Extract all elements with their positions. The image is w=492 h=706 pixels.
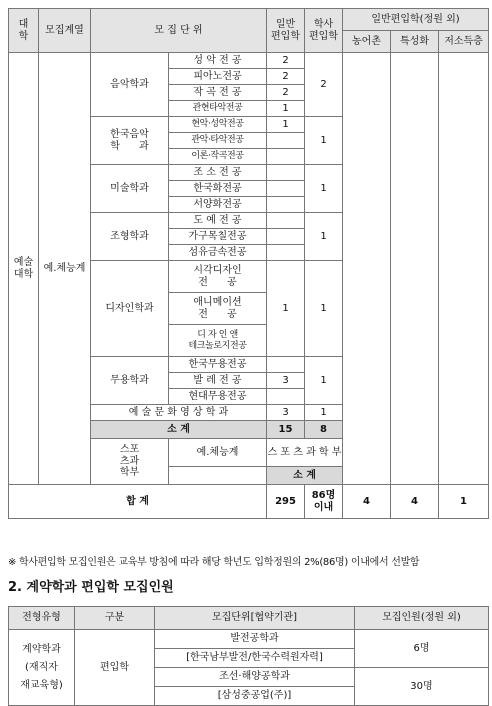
general-count (267, 181, 305, 197)
type-cell: 계약학과 (재직자 재교육형) (9, 630, 75, 706)
header-special: 특성화 (391, 31, 439, 53)
general-count (267, 133, 305, 149)
header-unit: 모 집 단 위 (91, 9, 267, 53)
subtotal-label: 소 계 (267, 467, 343, 485)
major: 디 자 인 앤 테크놀로지전공 (169, 325, 267, 357)
dept-music: 음악학과 (91, 53, 169, 117)
total-lowincome: 1 (439, 485, 489, 519)
general-count (267, 213, 305, 229)
general-count: 1 (267, 101, 305, 117)
section-title: 2. 계약학과 편입학 모집인원 (8, 580, 174, 595)
bachelor-count: 1 (305, 261, 343, 357)
count-cell: 30명 (355, 668, 489, 706)
header-category: 구분 (75, 607, 155, 630)
major: 가구목칠전공 (169, 229, 267, 245)
bachelor-count: 1 (305, 213, 343, 261)
bachelor-count: 1 (305, 117, 343, 165)
major: 관악·타악전공 (169, 133, 267, 149)
contract-dept-table (8, 606, 489, 706)
field-sports: 예.체능계 (169, 439, 267, 467)
major: 이론·작곡전공 (169, 149, 267, 165)
general-count: 3 (267, 373, 305, 389)
general-count: 2 (267, 53, 305, 69)
bachelor-count: 1 (305, 405, 343, 421)
unit-name: 발전공학과 (155, 630, 355, 649)
major: 한국무용전공 (169, 357, 267, 373)
bachelor-count: 1 (305, 165, 343, 213)
header-bachelor: 학사 편입학 (305, 9, 343, 53)
major: 섬유금속전공 (169, 245, 267, 261)
major: 피아노전공 (169, 69, 267, 85)
bachelor-count: 1 (305, 357, 343, 405)
dept-design: 디자인학과 (91, 261, 169, 357)
general-count (267, 149, 305, 165)
college-arts: 예술 대학 (9, 53, 39, 485)
bachelor-count: 2 (305, 53, 343, 117)
major: 발 레 전 공 (169, 373, 267, 389)
subtotal-general: 15 (267, 421, 305, 439)
dept-formative-arts: 조형학과 (91, 213, 169, 261)
general-count: 2 (267, 85, 305, 101)
header-general-group: 일반편입학(정원 외) (343, 9, 489, 31)
dept-dance: 무용학과 (91, 357, 169, 405)
dept-arts-culture: 예 술 문 화 영 상 학 과 (91, 405, 267, 421)
general-count (267, 229, 305, 245)
college-sports: 스포 츠과 학부 (91, 439, 169, 485)
subtotal-label: 소 계 (91, 421, 267, 439)
recruitment-table (8, 8, 489, 519)
unit-name: 조선·해양공학과 (155, 668, 355, 687)
subtotal-bachelor: 8 (305, 421, 343, 439)
header-type: 전형유형 (9, 607, 75, 630)
major: 애니메이션 전 공 (169, 293, 267, 325)
major: 현악·성악전공 (169, 117, 267, 133)
major: 관현타악전공 (169, 101, 267, 117)
general-count (267, 245, 305, 261)
general-count: 1 (267, 261, 305, 357)
general-count (267, 389, 305, 405)
dept-fine-arts: 미술학과 (91, 165, 169, 213)
total-special: 4 (391, 485, 439, 519)
unit-org: [한국남부발전/한국수력원자력] (155, 649, 355, 668)
header-college: 대 학 (9, 9, 39, 53)
footnote: ※ 학사편입학 모집인원은 교육부 방침에 따라 해당 학년도 입학정원의 2%(86명) 이내에서 선발함 (8, 557, 420, 568)
major: 작 곡 전 공 (169, 85, 267, 101)
major: 조 소 전 공 (169, 165, 267, 181)
major: 서양화전공 (169, 197, 267, 213)
field-arts: 예.체능계 (39, 53, 91, 485)
dept-korean-music: 한국음악 학 과 (91, 117, 169, 165)
total-bachelor: 86명 이내 (305, 485, 343, 519)
header-lowincome: 저소득층 (439, 31, 489, 53)
header-field: 모집계열 (39, 9, 91, 53)
count-cell: 6명 (355, 630, 489, 668)
header-general: 일반 편입학 (267, 9, 305, 53)
general-count: 1 (267, 117, 305, 133)
header-unit: 모집단위[협약기관] (155, 607, 355, 630)
total-general: 295 (267, 485, 305, 519)
general-count: 2 (267, 69, 305, 85)
category-cell: 편입학 (75, 630, 155, 706)
total-label: 합 계 (9, 485, 267, 519)
unit-org: [삼성중공업(주)] (155, 687, 355, 706)
major: 현대무용전공 (169, 389, 267, 405)
major: 시각디자인 전 공 (169, 261, 267, 293)
general-count (267, 357, 305, 373)
major: 성 악 전 공 (169, 53, 267, 69)
general-count (267, 165, 305, 181)
major: 도 예 전 공 (169, 213, 267, 229)
dept-sports: 스 포 츠 과 학 부 (267, 439, 343, 467)
general-count (267, 197, 305, 213)
major: 한국화전공 (169, 181, 267, 197)
total-rural: 4 (343, 485, 391, 519)
header-count: 모집인원(정원 외) (355, 607, 489, 630)
general-count: 3 (267, 405, 305, 421)
header-rural: 농어촌 (343, 31, 391, 53)
